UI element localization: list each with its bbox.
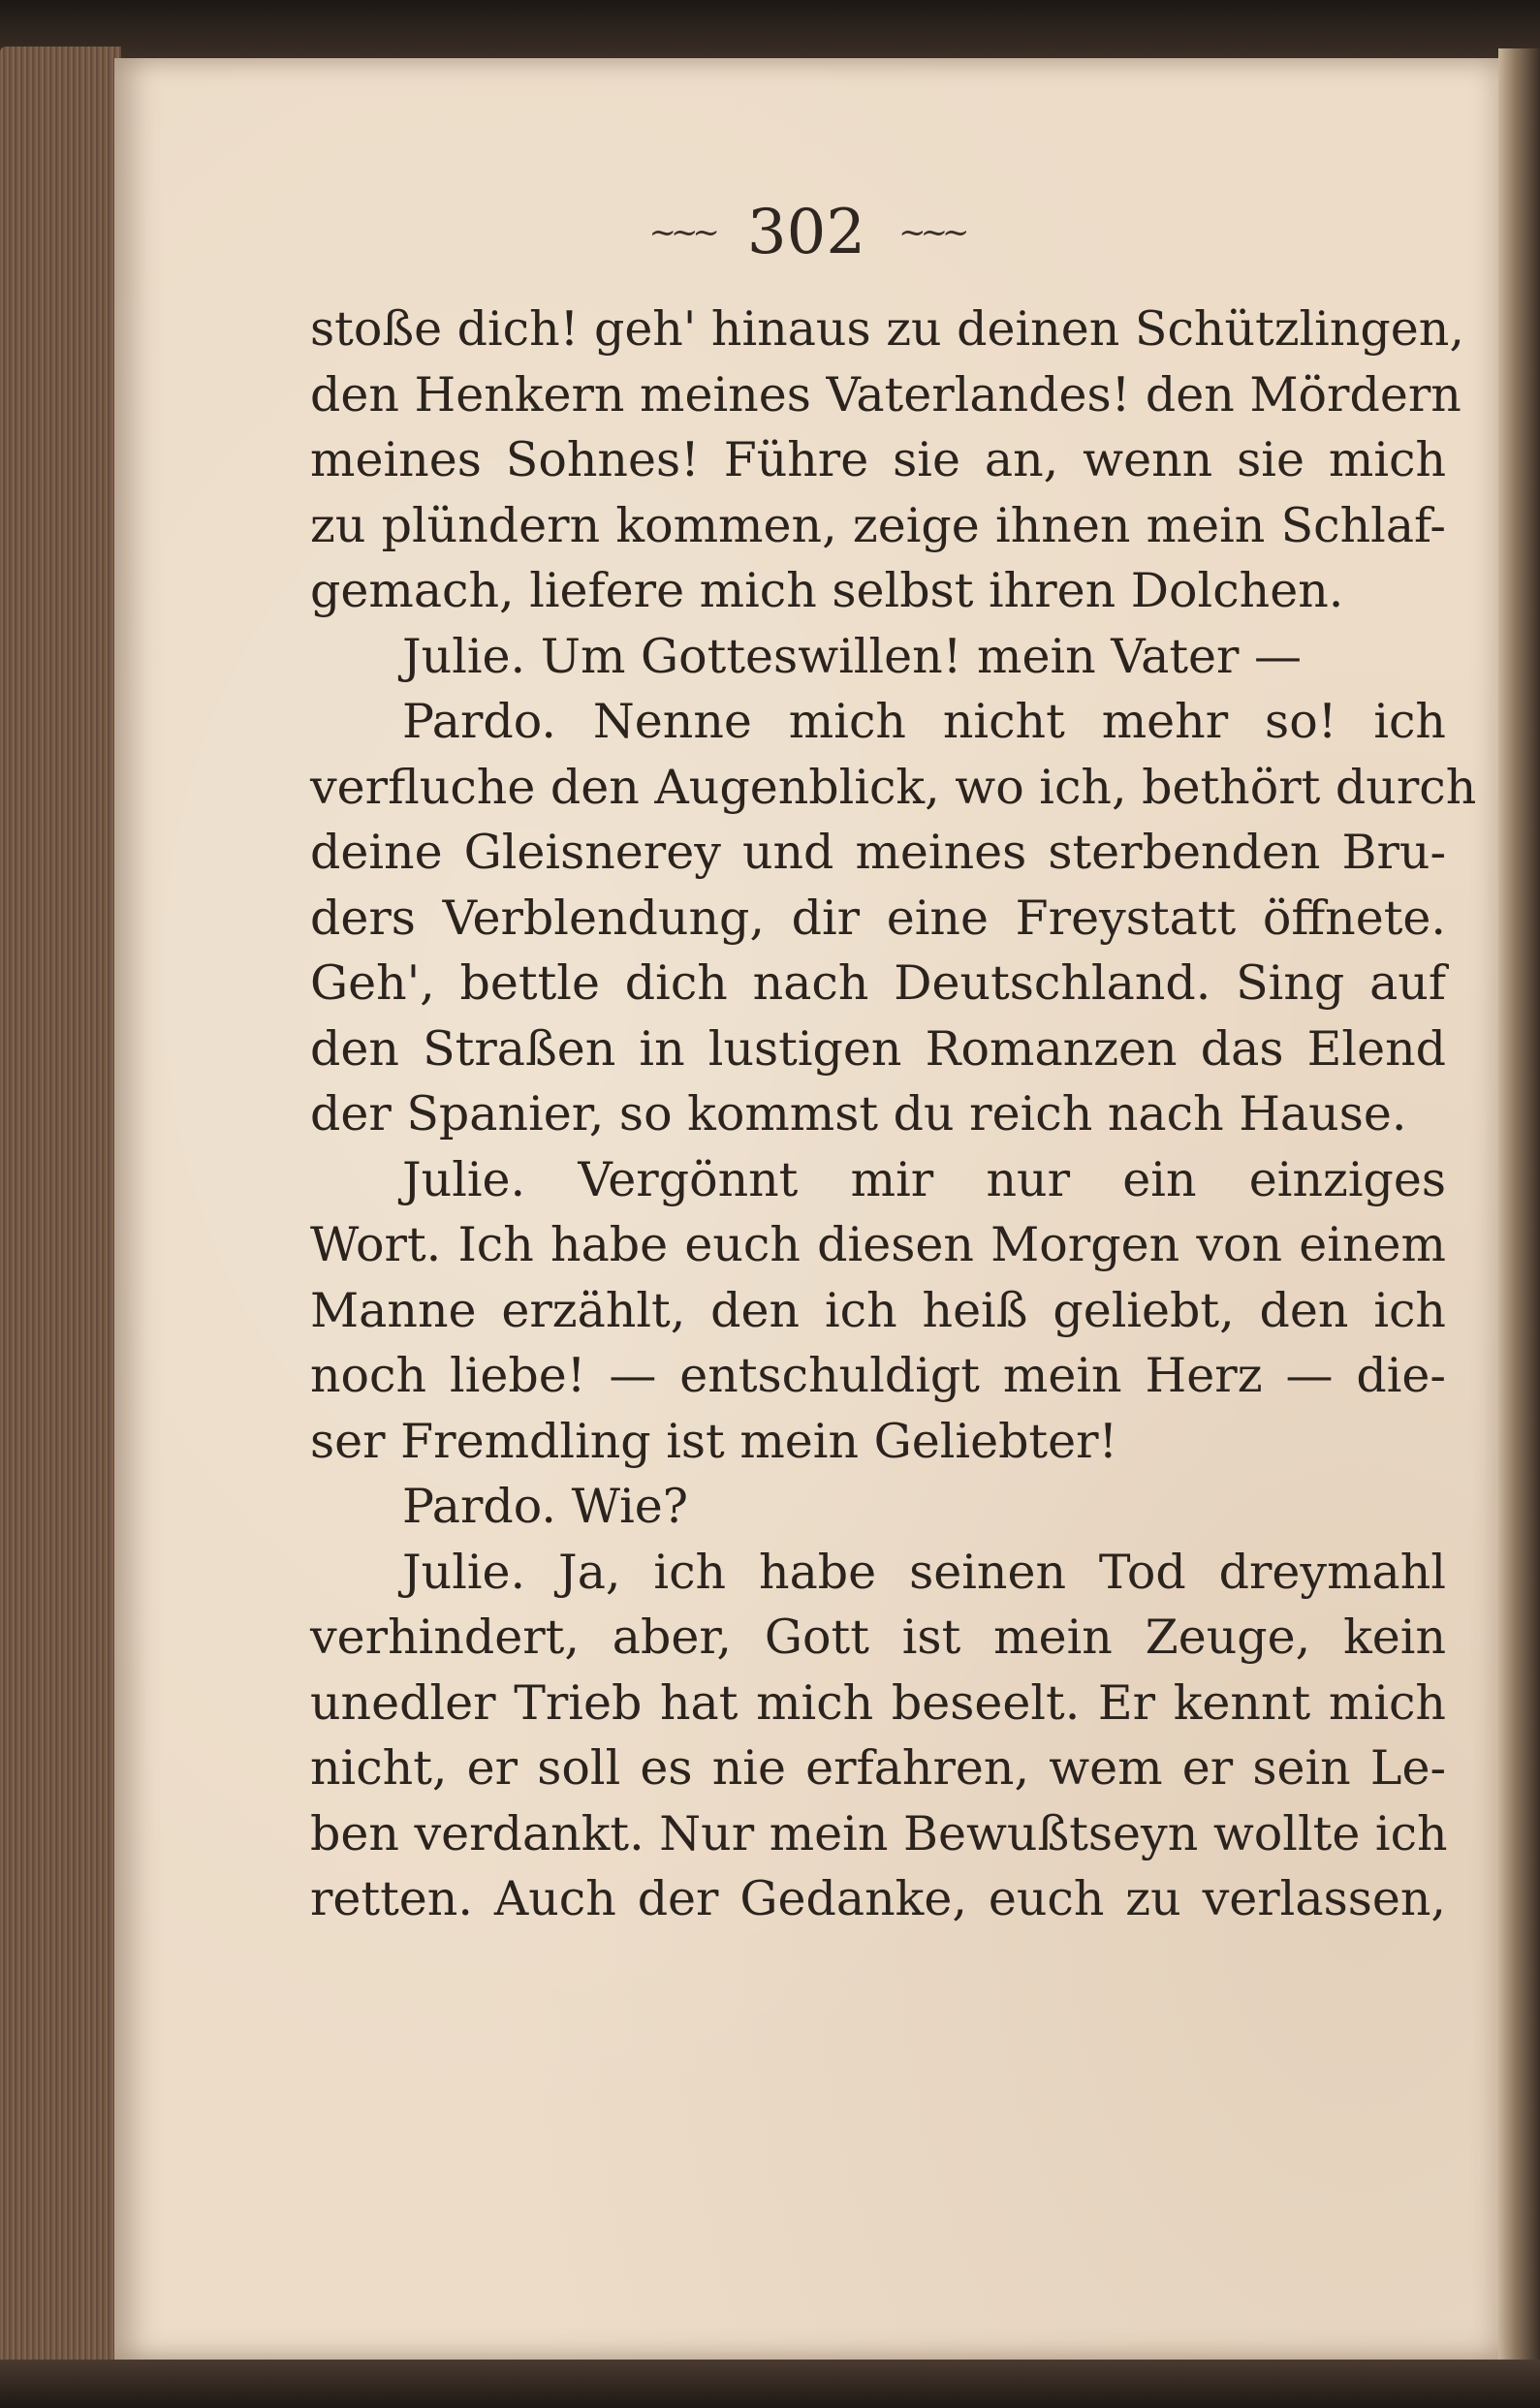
text-line: ben verdankt. Nur mein Bewußtseyn wollte ich (310, 1805, 1448, 1861)
speaker-line-julie: Julie. Um Gotteswillen! mein Vater — (402, 628, 1303, 684)
body-text (310, 297, 1477, 1932)
text-line: Manne erzählt, den ich heiß geliebt, den ich (310, 1282, 1446, 1338)
text-line: ders Verblendung, dir eine Freystatt öffnete. (310, 890, 1446, 946)
page-edges (0, 47, 121, 2372)
text-line: Wort. Ich habe euch diesen Morgen von einem (310, 1217, 1446, 1272)
book-cover-top (0, 0, 1540, 58)
text-line: noch liebe! — entschuldigt mein Herz — die- (310, 1348, 1446, 1403)
text-line: gemach, liefere mich selbst ihren Dolchen. (310, 563, 1344, 618)
book-page (114, 58, 1498, 2360)
header-ornament-left: ~~~ (648, 213, 714, 252)
text-line: Geh', bettle dich nach Deutschland. Sing auf (310, 955, 1446, 1011)
text-line: den Straßen in lustigen Romanzen das Elend (310, 1020, 1446, 1077)
speaker-line-julie: Julie. Ja, ich habe seinen Tod dreymahl (402, 1544, 1446, 1600)
page-header (114, 184, 1498, 281)
speaker-line-julie: Julie. Vergönnt mir nur ein einziges (402, 1151, 1446, 1207)
speaker-line-pardo: Pardo. Nenne mich nicht mehr so! ich (402, 694, 1446, 749)
speaker-line-pardo: Pardo. Wie? (402, 1479, 689, 1534)
text-line: unedler Trieb hat mich beseelt. Er kennt mich (310, 1674, 1446, 1731)
text-line: deine Gleisnerey und meines sterbenden Bru- (310, 825, 1446, 880)
text-line: den Henkern meines Vaterlandes! den Mördern (310, 366, 1461, 422)
text-line: retten. Auch der Gedanke, euch zu verlassen, (310, 1871, 1446, 1926)
text-line: verfluche den Augenblick, wo ich, bethört durch (310, 759, 1477, 815)
text-line: zu plündern kommen, zeige ihnen mein Schlaf- (310, 497, 1446, 553)
text-line: ser Fremdling ist mein Geliebter! (310, 1413, 1118, 1469)
book-cover-bottom (0, 2360, 1540, 2408)
text-line: nicht, er soll es nie erfahren, wem er sein Le- (310, 1740, 1446, 1796)
text-line: stoße dich! geh' hinaus zu deinen Schützlingen, (310, 301, 1464, 357)
book-gutter (1498, 48, 1540, 2374)
page-number: 302 (746, 197, 866, 268)
text-line: der Spanier, so kommst du reich nach Hause. (310, 1086, 1407, 1141)
text-line: verhindert, aber, Gott ist mein Zeuge, kein (310, 1610, 1446, 1665)
text-line: meines Sohnes! Führe sie an, wenn sie mich (310, 432, 1446, 487)
header-ornament-right: ~~~ (898, 213, 964, 252)
